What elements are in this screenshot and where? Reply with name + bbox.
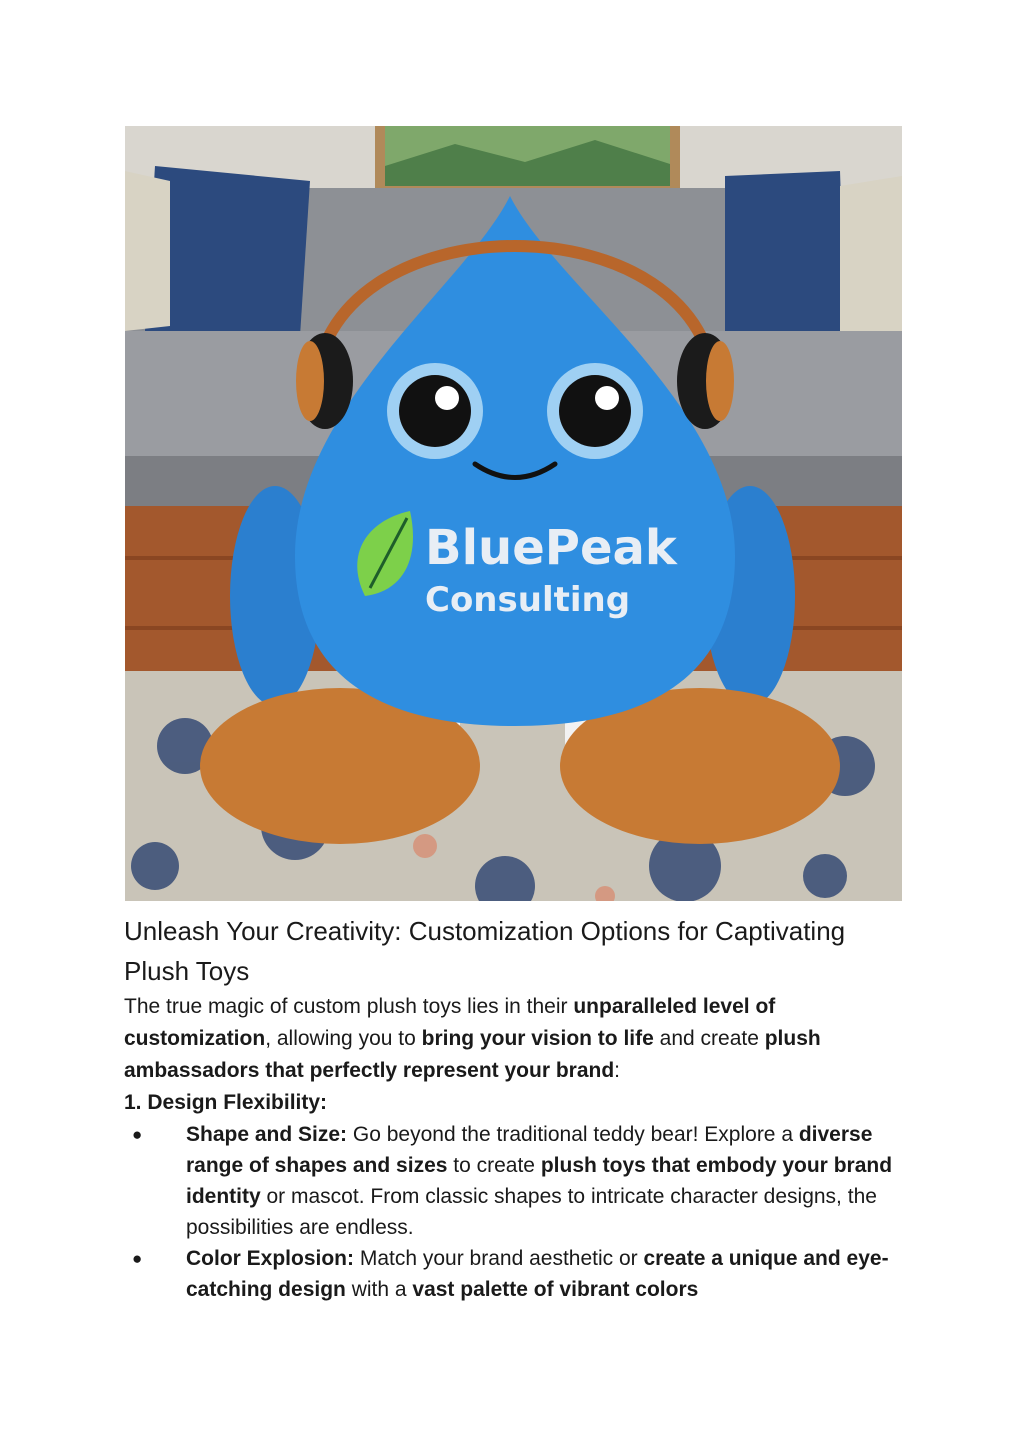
- item-text: Match your brand aesthetic or: [354, 1247, 644, 1270]
- intro-bold-1: unparalleled level of customization: [124, 995, 776, 1050]
- article-title: Unleash Your Creativity: Customization Options for Captivating Plush Toys: [124, 916, 846, 986]
- item-bold: create a unique and eye-catching design: [186, 1247, 889, 1301]
- list-item: [124, 1243, 904, 1305]
- article: [124, 911, 904, 1305]
- plush-mascot-illustration: [125, 126, 902, 901]
- logo-text-line1: BluePeak: [425, 520, 677, 576]
- intro-text-3: and create: [653, 1027, 765, 1050]
- item-label: Shape and Size:: [186, 1123, 348, 1146]
- intro-paragraph: [124, 991, 904, 1087]
- logo-text-line2: Consulting: [425, 580, 631, 620]
- list-item: [124, 1119, 904, 1243]
- intro-bold-2: bring your vision to life: [421, 1027, 654, 1050]
- intro-bold-3: plush ambassadors that perfectly represent your brand: [124, 1027, 821, 1082]
- intro-text-4: :: [614, 1059, 621, 1082]
- item-text: with a: [345, 1278, 413, 1301]
- bullet-dot: ●: [132, 1249, 143, 1268]
- item-bold: diverse range of shapes and sizes: [186, 1123, 873, 1177]
- item-label: Color Explosion:: [186, 1247, 354, 1270]
- item-text: to create: [447, 1154, 541, 1177]
- plush-mascot-photo: [125, 126, 902, 901]
- item-bold: plush toys that embody your brand identity: [186, 1154, 893, 1208]
- item-text: or mascot. From classic shapes to intricate character designs, the possibilities are endless.: [186, 1185, 877, 1239]
- item-bold: vast palette of vibrant colors: [412, 1278, 699, 1301]
- intro-text-1: The true magic of custom plush toys lies in their: [124, 995, 574, 1018]
- bullet-list: [124, 1119, 904, 1305]
- intro-text-2: , allowing you to: [265, 1027, 422, 1050]
- item-text: Go beyond the traditional teddy bear! Explore a: [347, 1123, 799, 1146]
- section-heading: 1. Design Flexibility:: [124, 1091, 328, 1114]
- bullet-dot: ●: [132, 1125, 143, 1144]
